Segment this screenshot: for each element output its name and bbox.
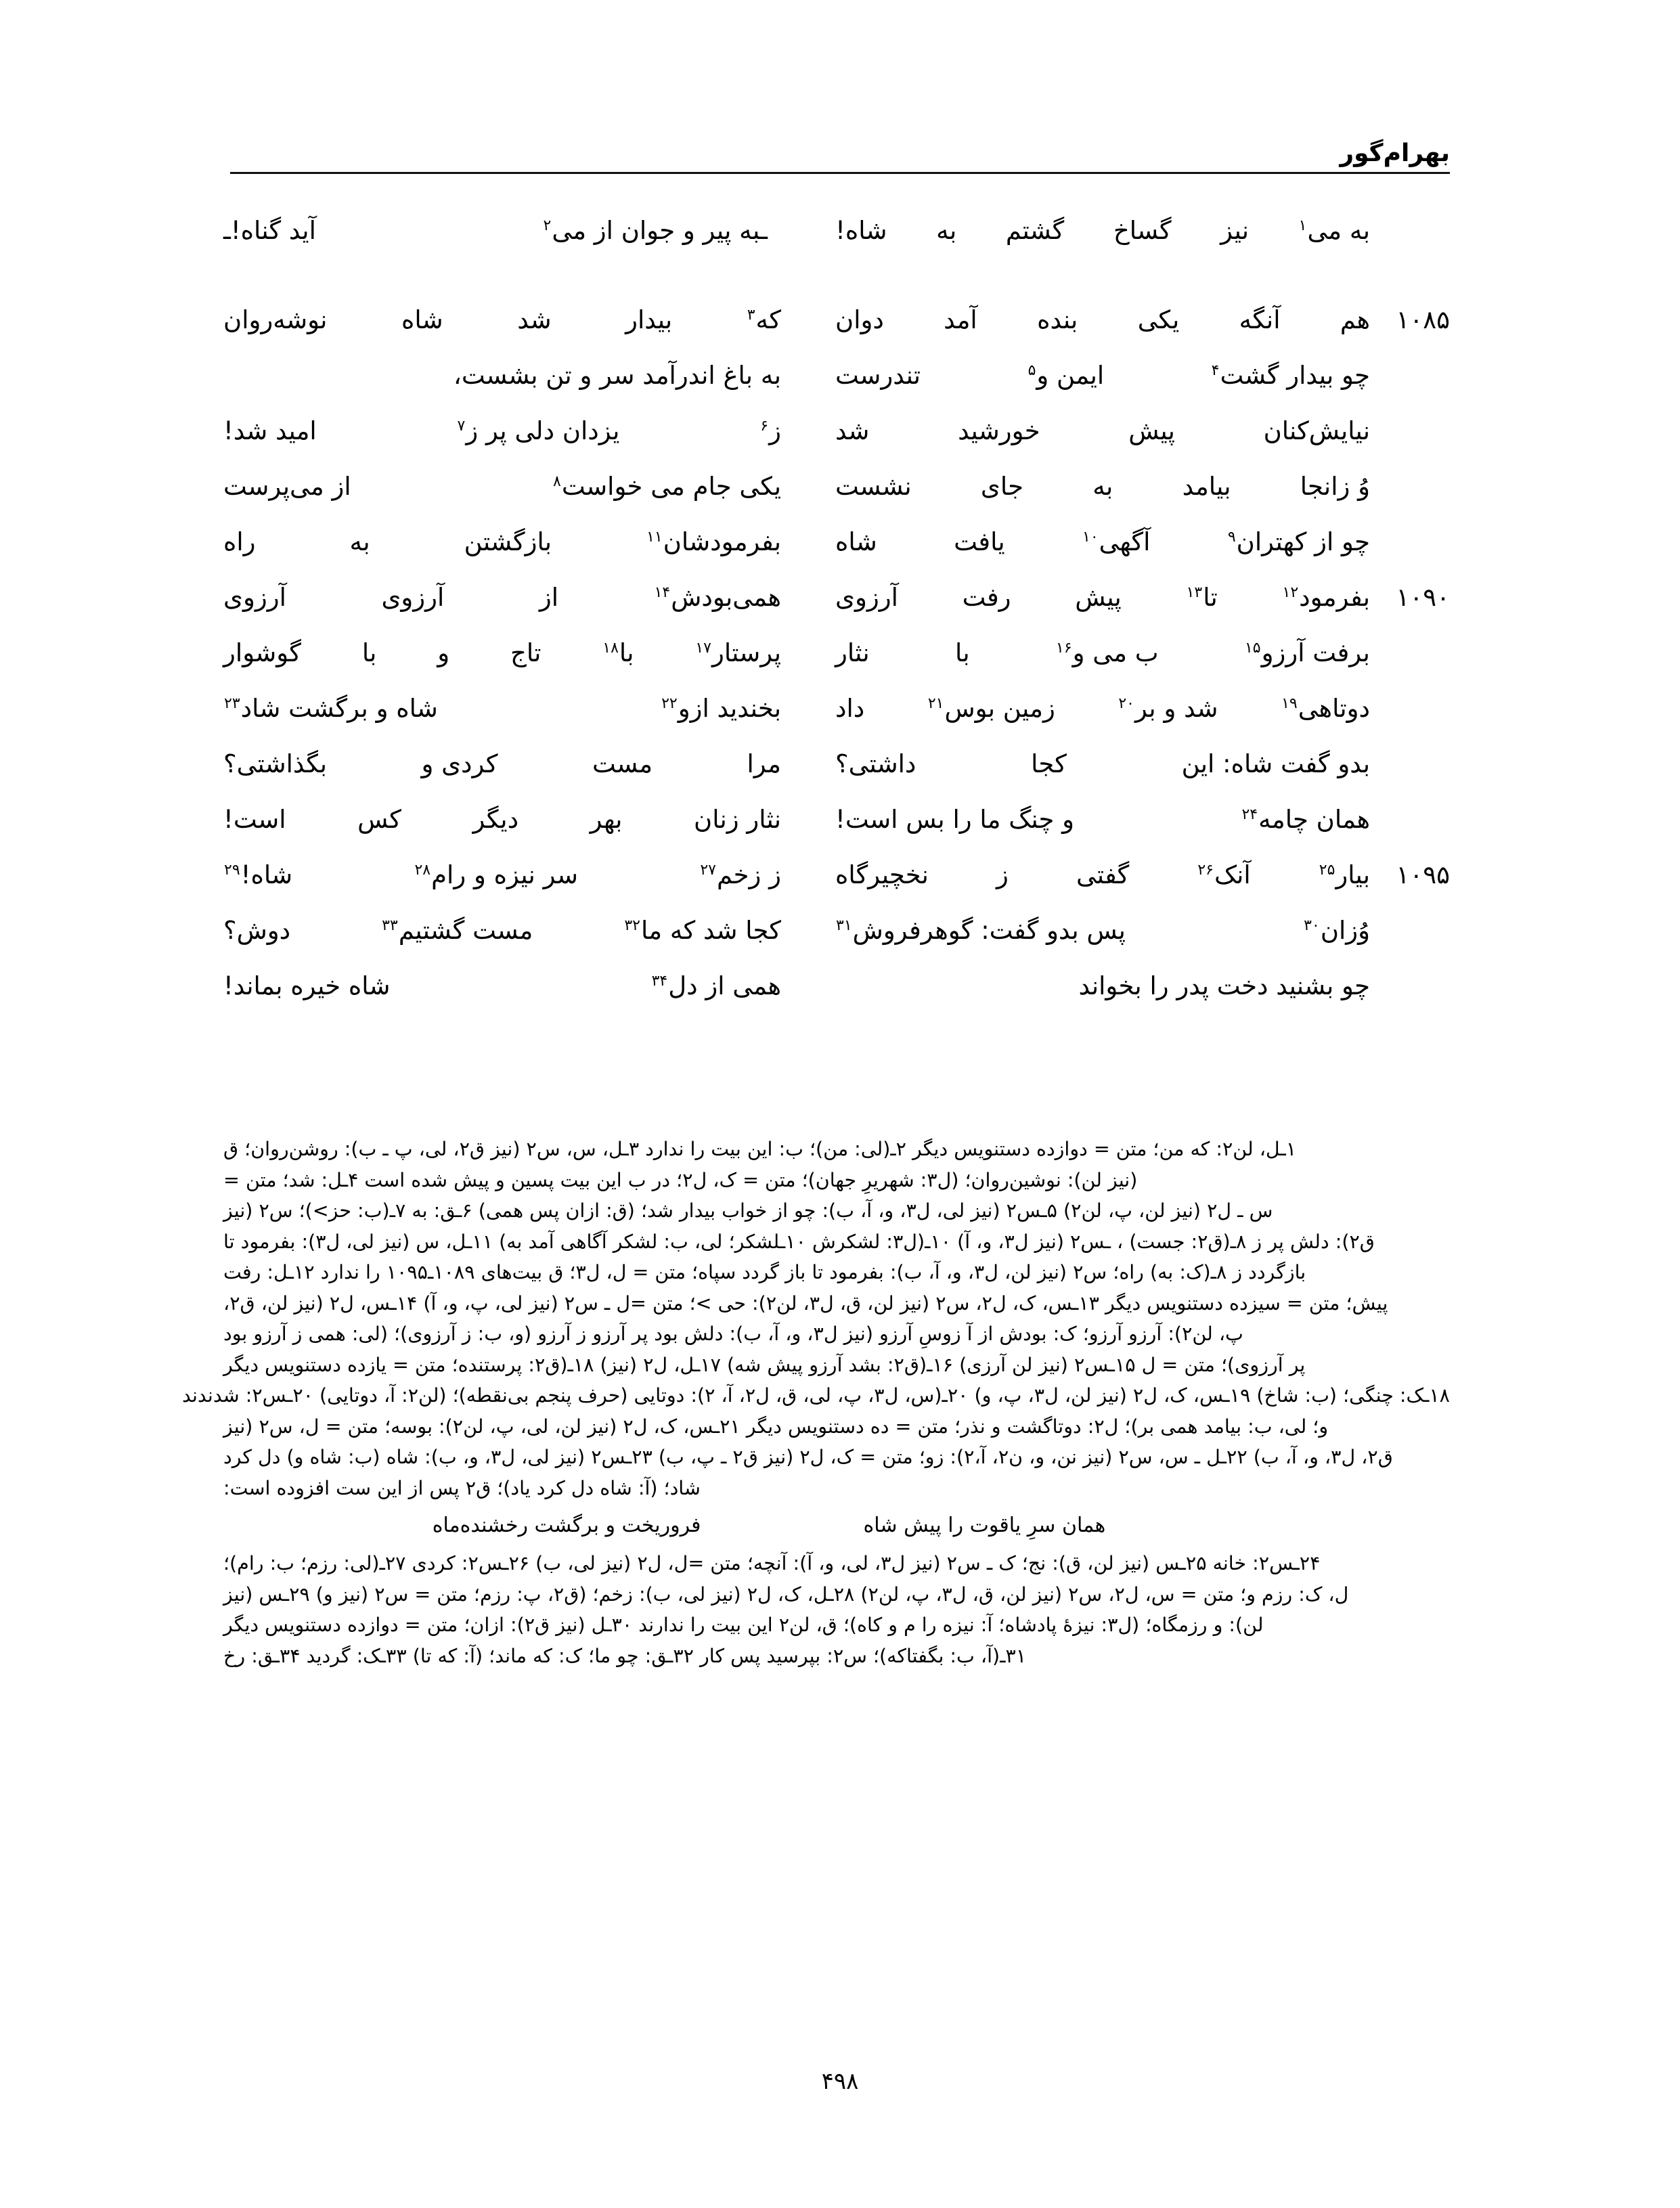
footnote-marker: ۳۴ <box>651 972 668 990</box>
hemistich <box>828 514 1370 570</box>
apparatus-line: ل، ک: رزم و؛ متن = س، ل۲، س۲ (نیز لن، ق، ل۳، پ، لن۲) ۲۸ـل، ک، ل۲ (نیز لی، ب): زخم؛ (ق۲، پ: رزم؛ متن = س۲ (نیز و) ۲۹ـس (نیز <box>223 1583 1349 1606</box>
apparatus-line: ق۲): دلش پر ز ۸ـ(ق۲: جست) ، ـس۲ (نیز ل۳، و، آ) ۱۰ـ(ل۳: لشکرش ۱۰ـلشکر؛ لی، ب: لشکر آگاهی آمد به) ۱۱ـل، س (نیز لی، ل۳): بفرمود تا <box>223 1230 1375 1253</box>
hemistich <box>223 459 828 514</box>
footnote-marker: ۳۳ <box>382 917 398 934</box>
apparatus-line: ۳۱ـ(آ، ب: بگفتاکه)؛ س۲: بپرسید پس کار ۳۲ـق: چو ما؛ ک: که ماند؛ (آ: که تا) ۳۳ـک: گردید ۳۴ـق: رخ <box>223 1644 1027 1667</box>
footnote-marker: ۹ <box>1227 528 1236 546</box>
apparatus-line: لن): و رزمگاه؛ (ل۳: نیزهٔ پادشاه؛ آ: نیزه را م و کاه)؛ ق، لن۲ این بیت را ندارند ۳۰ـل (نیز ق۲): ازان؛ متن = دوازده دستنویس دیگر <box>223 1614 1264 1636</box>
apparatus-line: (نیز لن): نوشین‌روان؛ (ل۳: شهریرِ جهان)؛ متن = ک، ل۲؛ در ب این بیت پسین و پیش شده است ۴ـل: شد؛ متن = <box>223 1168 1138 1191</box>
apparatus-line: شاد؛ (آ: شاه دل کرد یاد)؛ ق۲ پس از این ست افزوده است: <box>223 1476 701 1499</box>
verse-word: شاه <box>401 305 443 334</box>
verse-word: شاه!$^{۲۹}$ <box>224 860 293 889</box>
verse-word: چو بشنید دخت پدر را بخواند <box>1078 971 1370 1000</box>
footnote-marker: ۳۱ <box>836 917 852 934</box>
footnote-marker: ۳ <box>747 306 755 324</box>
verse-word: بخندید ازو$^{۲۲}$ <box>661 694 781 723</box>
verse-word: آرزوی <box>223 583 286 612</box>
verse-word: پرستار$^{۱۷}$ <box>695 638 781 667</box>
hemistich <box>828 958 1370 1014</box>
inset-hemistich: فروریخت و برگشت رخشنده‌ماه <box>432 1514 701 1537</box>
footnote-marker: ۵ <box>1027 361 1036 379</box>
verse-word: وُزان$^{۳۰}$ <box>1304 916 1370 945</box>
verse-word: به می$^۱$ <box>1298 216 1370 245</box>
verse-word: سر نیزه و رام$^{۲۸}$ <box>414 860 579 889</box>
verse-word: با$^{۱۸}$ <box>602 638 634 667</box>
verse-number: ۱۰۹۵ <box>1396 860 1450 889</box>
verse-word: ز$^۶$ <box>760 416 781 445</box>
verse-word: و <box>437 638 450 667</box>
hemistich <box>828 736 1370 792</box>
verse-word: آنک$^{۲۶}$ <box>1197 860 1251 889</box>
verse-word: است! <box>223 805 286 834</box>
footnote-marker: ۳۲ <box>624 917 640 934</box>
verse-word: مست گشتیم$^{۳۳}$ <box>382 916 533 945</box>
verse-word: پیش <box>1075 583 1122 612</box>
hemistich <box>223 203 828 259</box>
verse-word: شد <box>835 416 870 445</box>
verse-word: کجا شد که ما$^{۳۲}$ <box>624 916 781 945</box>
verse-line <box>223 403 1450 459</box>
verse-word: شد <box>517 305 552 334</box>
footnote-marker: ۲۷ <box>700 861 716 879</box>
verse-line <box>223 570 1450 625</box>
verse-line <box>223 625 1450 681</box>
footnote-marker: ۱۳ <box>1186 583 1203 601</box>
verse-word: نثار <box>835 638 870 667</box>
apparatus-line: بازگردد ز ۸ـ(ک: به) راه؛ س۲ (نیز لن، ل۳، و، آ، ب): بفرمود تا باز گردد سپاه؛ متن = ل، ل۳؛ ق بیت‌های ۱۰۸۹ـ۱۰۹۵ را ندارد ۱۲ـل: رفت <box>223 1261 1306 1283</box>
verse-word: جای <box>980 472 1023 501</box>
folio-number: ۴۹۸ <box>821 2068 859 2095</box>
hemistich <box>828 459 1370 514</box>
verse-word: شد و بر$^{۲۰}$ <box>1118 694 1218 723</box>
footnote-marker: ۱۴ <box>654 583 671 601</box>
hemistich <box>223 514 828 570</box>
verse-word: بنده <box>1037 305 1078 334</box>
footnote-marker: ۱۵ <box>1244 639 1261 657</box>
verse-line <box>223 958 1450 1014</box>
verse-word: زمین بوس$^{۲۱}$ <box>927 694 1055 723</box>
verse-word: کس <box>357 805 401 834</box>
inset-hemistich: همان سرِ یاقوت را پیش شاه <box>863 1514 1106 1537</box>
verse-word: داد <box>835 694 865 723</box>
hemistich <box>828 203 1370 259</box>
verse-word: دوان <box>835 305 884 334</box>
verse-word: وُ زانجا <box>1300 472 1370 501</box>
verse-line <box>223 681 1450 736</box>
verse-word: گساخ <box>1113 216 1172 245</box>
verse-word: تندرست <box>835 361 921 390</box>
apparatus-line: پیش؛ متن = سیزده دستنویس دیگر ۱۳ـس، ک، ل۲، س۲ (نیز لن، ق، ل۳، لن۲): حی >؛ متن =ل ـ س۲ (نیز لی، پ، و، آ) ۱۴ـس، ل۲ (نیز لن، ق۲، <box>223 1291 1388 1315</box>
header-rule <box>230 172 1450 174</box>
footnote-marker: ۲۱ <box>927 694 944 712</box>
verse-word: بفرمودشان$^{۱۱}$ <box>646 527 781 556</box>
hemistich <box>828 847 1370 903</box>
verse-line <box>223 203 1450 259</box>
verse-word: همان چامه$^{۲۴}$ <box>1241 805 1370 834</box>
verse-word: نشست <box>835 472 912 501</box>
hemistich <box>223 403 828 459</box>
verse-word: تا$^{۱۳}$ <box>1186 583 1218 612</box>
hemistich <box>223 903 828 958</box>
verse-word: و چنگ ما را بس است! <box>835 805 1074 834</box>
footnote-marker: ۳۰ <box>1304 917 1320 934</box>
verse-number: ۱۰۸۵ <box>1396 305 1450 334</box>
footnote-marker: ۶ <box>760 417 769 435</box>
footnote-marker: ۱۶ <box>1056 639 1072 657</box>
verse-number: ۱۰۹۰ <box>1396 583 1450 612</box>
verse-word: از <box>539 583 558 612</box>
apparatus-line: پر آرزوی)؛ متن = ل ۱۵ـس۲ (نیز لن آرزی) ۱۶ـ(ق۲: بشد آرزو پیش شه) ۱۷ـل، ل۲ (نیز) ۱۸ـ(ق۲: پرستنده؛ متن = یازده دستنویس دیگر <box>223 1353 1306 1376</box>
verse-word: بهر <box>590 805 623 834</box>
verse-word: پس بدو گفت: گوهرفروش$^{۳۱}$ <box>836 916 1126 945</box>
verse-word: که$^۳$ <box>747 305 781 334</box>
verse-word: امید شد! <box>223 416 317 445</box>
apparatus-line: ۱۸ـک: چنگی؛ (ب: شاخ) ۱۹ـس، ک، ل۲ (نیز لن، ل۳، پ، و) ۲۰ـ(س، ل۳، پ، لی، ق، ل۲، آ، ۲): دوتایی (حرف پنجم بی‌نقطه)؛ (لن۲: آ، دوتایی) ۲۰ـس۲: شدندند <box>182 1384 1450 1407</box>
verse-word: ز <box>996 860 1009 889</box>
hemistich <box>828 792 1370 847</box>
verse-word: نثار زنان <box>694 805 781 834</box>
verse-word: همی‌بودش$^{۱۴}$ <box>654 583 781 612</box>
verse-line <box>223 736 1450 792</box>
verse-word: آنگه <box>1239 305 1281 334</box>
verse-word: شاه <box>835 527 877 556</box>
verse-word: کجا <box>1031 749 1067 778</box>
verse-word: شاه! <box>835 216 887 245</box>
verse-word: هم <box>1340 305 1370 334</box>
verse-word: بفرمود$^{۱۲}$ <box>1282 583 1370 612</box>
verse-block <box>223 203 1450 1014</box>
hemistich <box>828 403 1370 459</box>
verse-word: دوتاهی$^{۱۹}$ <box>1281 694 1370 723</box>
hemistich <box>828 903 1370 958</box>
footnote-marker: ۲۸ <box>414 861 431 879</box>
apparatus-line: ق۲، ل۳، و، آ، ب) ۲۲ـل ـ س، س۲ (نیز نن، و، ن۲، آ،۲): زو؛ متن = ک، ل۲ (نیز ق۲ ـ پ، ب) ۲۳ـس۲ (نیز لی، ل۳، و، ب): شاه (ب: شاه و) دل کرد <box>223 1446 1393 1468</box>
verse-line <box>223 847 1450 903</box>
footnote-marker: ۱۰ <box>1082 528 1099 546</box>
footnote-marker: ۱۲ <box>1282 583 1299 601</box>
apparatus-line: س ـ ل۲ (نیز لن، پ، لن۲) ۵ـس۲ (نیز لی، ل۳، و، آ، ب): چو از خواب بیدار شد؛ (ق: ازان پس همی) ۶ـق: به ۷ـ(ب: حز>)؛ س۲ (نیز <box>223 1199 1273 1222</box>
verse-word: نوشه‌روان <box>223 305 328 334</box>
verse-word: به <box>349 527 370 556</box>
verse-word: بازگشتن <box>464 527 552 556</box>
verse-word: دیگر <box>472 805 519 834</box>
footnote-marker: ۱۱ <box>646 528 663 546</box>
footnote-marker: ۱۸ <box>602 639 619 657</box>
verse-word: شاه و برگشت شاد$^{۲۳}$ <box>224 694 438 723</box>
verse-word: با <box>955 638 970 667</box>
verse-word: داشتی؟ <box>835 749 916 778</box>
apparatus-inset-verse <box>223 1506 1450 1545</box>
verse-word: آرزوی <box>381 583 445 612</box>
verse-word: یزدان دلی پر ز$^۷$ <box>457 416 620 445</box>
verse-word: ب می و$^{۱۶}$ <box>1056 638 1159 667</box>
verse-word: ز زخم$^{۲۷}$ <box>700 860 781 889</box>
hemistich <box>828 570 1370 625</box>
footnote-marker: ۲۰ <box>1118 694 1134 712</box>
footnote-marker: ۲۶ <box>1197 861 1214 879</box>
verse-word: به باغ اندرآمد سر و تن بشست، <box>453 361 781 390</box>
verse-word: بیدار <box>625 305 673 334</box>
running-head-title: بهرام‌گور <box>1340 139 1450 167</box>
verse-word: بگذاشتی؟ <box>223 749 328 778</box>
verse-word: بدو گفت شاه: این <box>1181 749 1370 778</box>
critical-apparatus <box>182 1134 1450 1671</box>
verse-word: با <box>361 638 377 667</box>
apparatus-line: ۲۴ـس۲: خانه ۲۵ـس (نیز لن، ق): نج؛ ک ـ س۲ (نیز ل۳، لی، و، آ): آنچه؛ متن =ل، ل۲ (نیز لی، ب) ۲۶ـس۲: کردی ۲۷ـ(لی: رزم؛ ب: رام)؛ <box>223 1552 1321 1574</box>
verse-word: گفتی <box>1076 860 1130 889</box>
verse-word: پیش <box>1128 416 1175 445</box>
verse-word: به <box>1092 472 1113 501</box>
footnote-marker: ۲۵ <box>1319 861 1335 879</box>
verse-word: نیز <box>1220 216 1250 245</box>
verse-word: یافت <box>954 527 1005 556</box>
verse-word: گشتم <box>1005 216 1065 245</box>
hemistich <box>223 847 828 903</box>
verse-word: یکی جام می خواست$^۸$ <box>553 472 781 501</box>
verse-word: شاه خیره بماند! <box>223 971 391 1000</box>
footnote-marker: ۲۹ <box>224 861 240 879</box>
verse-word: مست <box>592 749 653 778</box>
footnote-marker: ۱۷ <box>695 639 711 657</box>
verse-word: رفت <box>962 583 1011 612</box>
verse-word: به <box>936 216 957 245</box>
hemistich <box>223 681 828 736</box>
footnote-marker: ۴ <box>1211 361 1220 379</box>
verse-line <box>223 903 1450 958</box>
verse-line <box>223 792 1450 847</box>
verse-word: تاج <box>510 638 541 667</box>
verse-word: آمد <box>944 305 977 334</box>
footnote-marker: ۷ <box>457 417 466 435</box>
footnote-marker: ۸ <box>553 472 561 490</box>
verse-word: مرا <box>747 749 781 778</box>
hemistich <box>223 625 828 681</box>
verse-word: راه <box>223 527 256 556</box>
verse-word: آید گناه!ـ <box>223 216 316 245</box>
hemistich <box>828 292 1370 348</box>
verse-line <box>223 348 1450 403</box>
hemistich <box>223 792 828 847</box>
footnote-marker: ۱ <box>1298 217 1307 234</box>
verse-word: بیامد <box>1182 472 1231 501</box>
apparatus-line: ۱ـل، لن۲: که من؛ متن = دوازده دستنویس دیگر ۲ـ(لی: من)؛ ب: این بیت را ندارد ۳ـل، س، س۲ (نیز ق۲، لی، پ ـ ب): روشن‌روان؛ ق <box>223 1138 1297 1160</box>
verse-word: برفت آرزو$^{۱۵}$ <box>1244 638 1370 667</box>
verse-word: چو از کهتران$^۹$ <box>1227 527 1370 556</box>
verse-word: چو بیدار گشت$^۴$ <box>1211 361 1370 390</box>
hemistich <box>828 681 1370 736</box>
hemistich <box>223 292 828 348</box>
verse-word: نخچیرگاه <box>835 860 929 889</box>
footnote-marker: ۲۲ <box>661 694 678 712</box>
verse-word: نیایش‌کنان <box>1263 416 1370 445</box>
verse-word: همی از دل$^{۳۴}$ <box>651 971 781 1000</box>
verse-word: ایمن و$^۵$ <box>1027 361 1105 390</box>
footnote-marker: ۱۹ <box>1281 694 1298 712</box>
verse-word: از می‌پرست <box>223 472 351 501</box>
running-head <box>230 118 1450 179</box>
footnote-marker: ۲ <box>543 217 552 234</box>
verse-word: خورشید <box>958 416 1040 445</box>
apparatus-line: پ، لن۲): آرزو آرزو؛ ک: بودش از آ زوسِ آرزو (نیز ل۳، و، آ، ب): دلش بود پر آرزو ز آرزو (و، ب: ز آرزوی)؛ (لی: همی ز آرزو بود <box>223 1323 1243 1345</box>
hemistich <box>223 348 828 403</box>
verse-line <box>223 292 1450 348</box>
verse-word: ـبه پیر و جوان از می$^۲$ <box>543 216 768 245</box>
verse-line <box>223 514 1450 570</box>
hemistich <box>828 625 1370 681</box>
verse-word: آرزوی <box>835 583 898 612</box>
apparatus-line: و؛ لی، ب: بیامد همی بر)؛ ل۲: دوتاگشت و نذر؛ متن = ده دستنویس دیگر ۲۱ـس، ک، ل۲ (نیز لن، لی، پ، لن۲): بوسه؛ متن = ل، س۲ (نیز <box>223 1415 1329 1438</box>
verse-word: یکی <box>1137 305 1180 334</box>
verse-word: کردی و <box>421 749 498 778</box>
verse-word: دوش؟ <box>223 916 291 945</box>
hemistich <box>223 736 828 792</box>
footnote-marker: ۲۴ <box>1241 805 1258 823</box>
hemistich <box>223 958 828 1014</box>
verse-line <box>223 459 1450 514</box>
hemistich <box>223 570 828 625</box>
verse-word: گوشوار <box>223 638 302 667</box>
footnote-marker: ۲۳ <box>224 694 240 712</box>
hemistich <box>828 348 1370 403</box>
verse-word: آگهی$^{۱۰}$ <box>1082 527 1151 556</box>
verse-word: بیار$^{۲۵}$ <box>1319 860 1370 889</box>
